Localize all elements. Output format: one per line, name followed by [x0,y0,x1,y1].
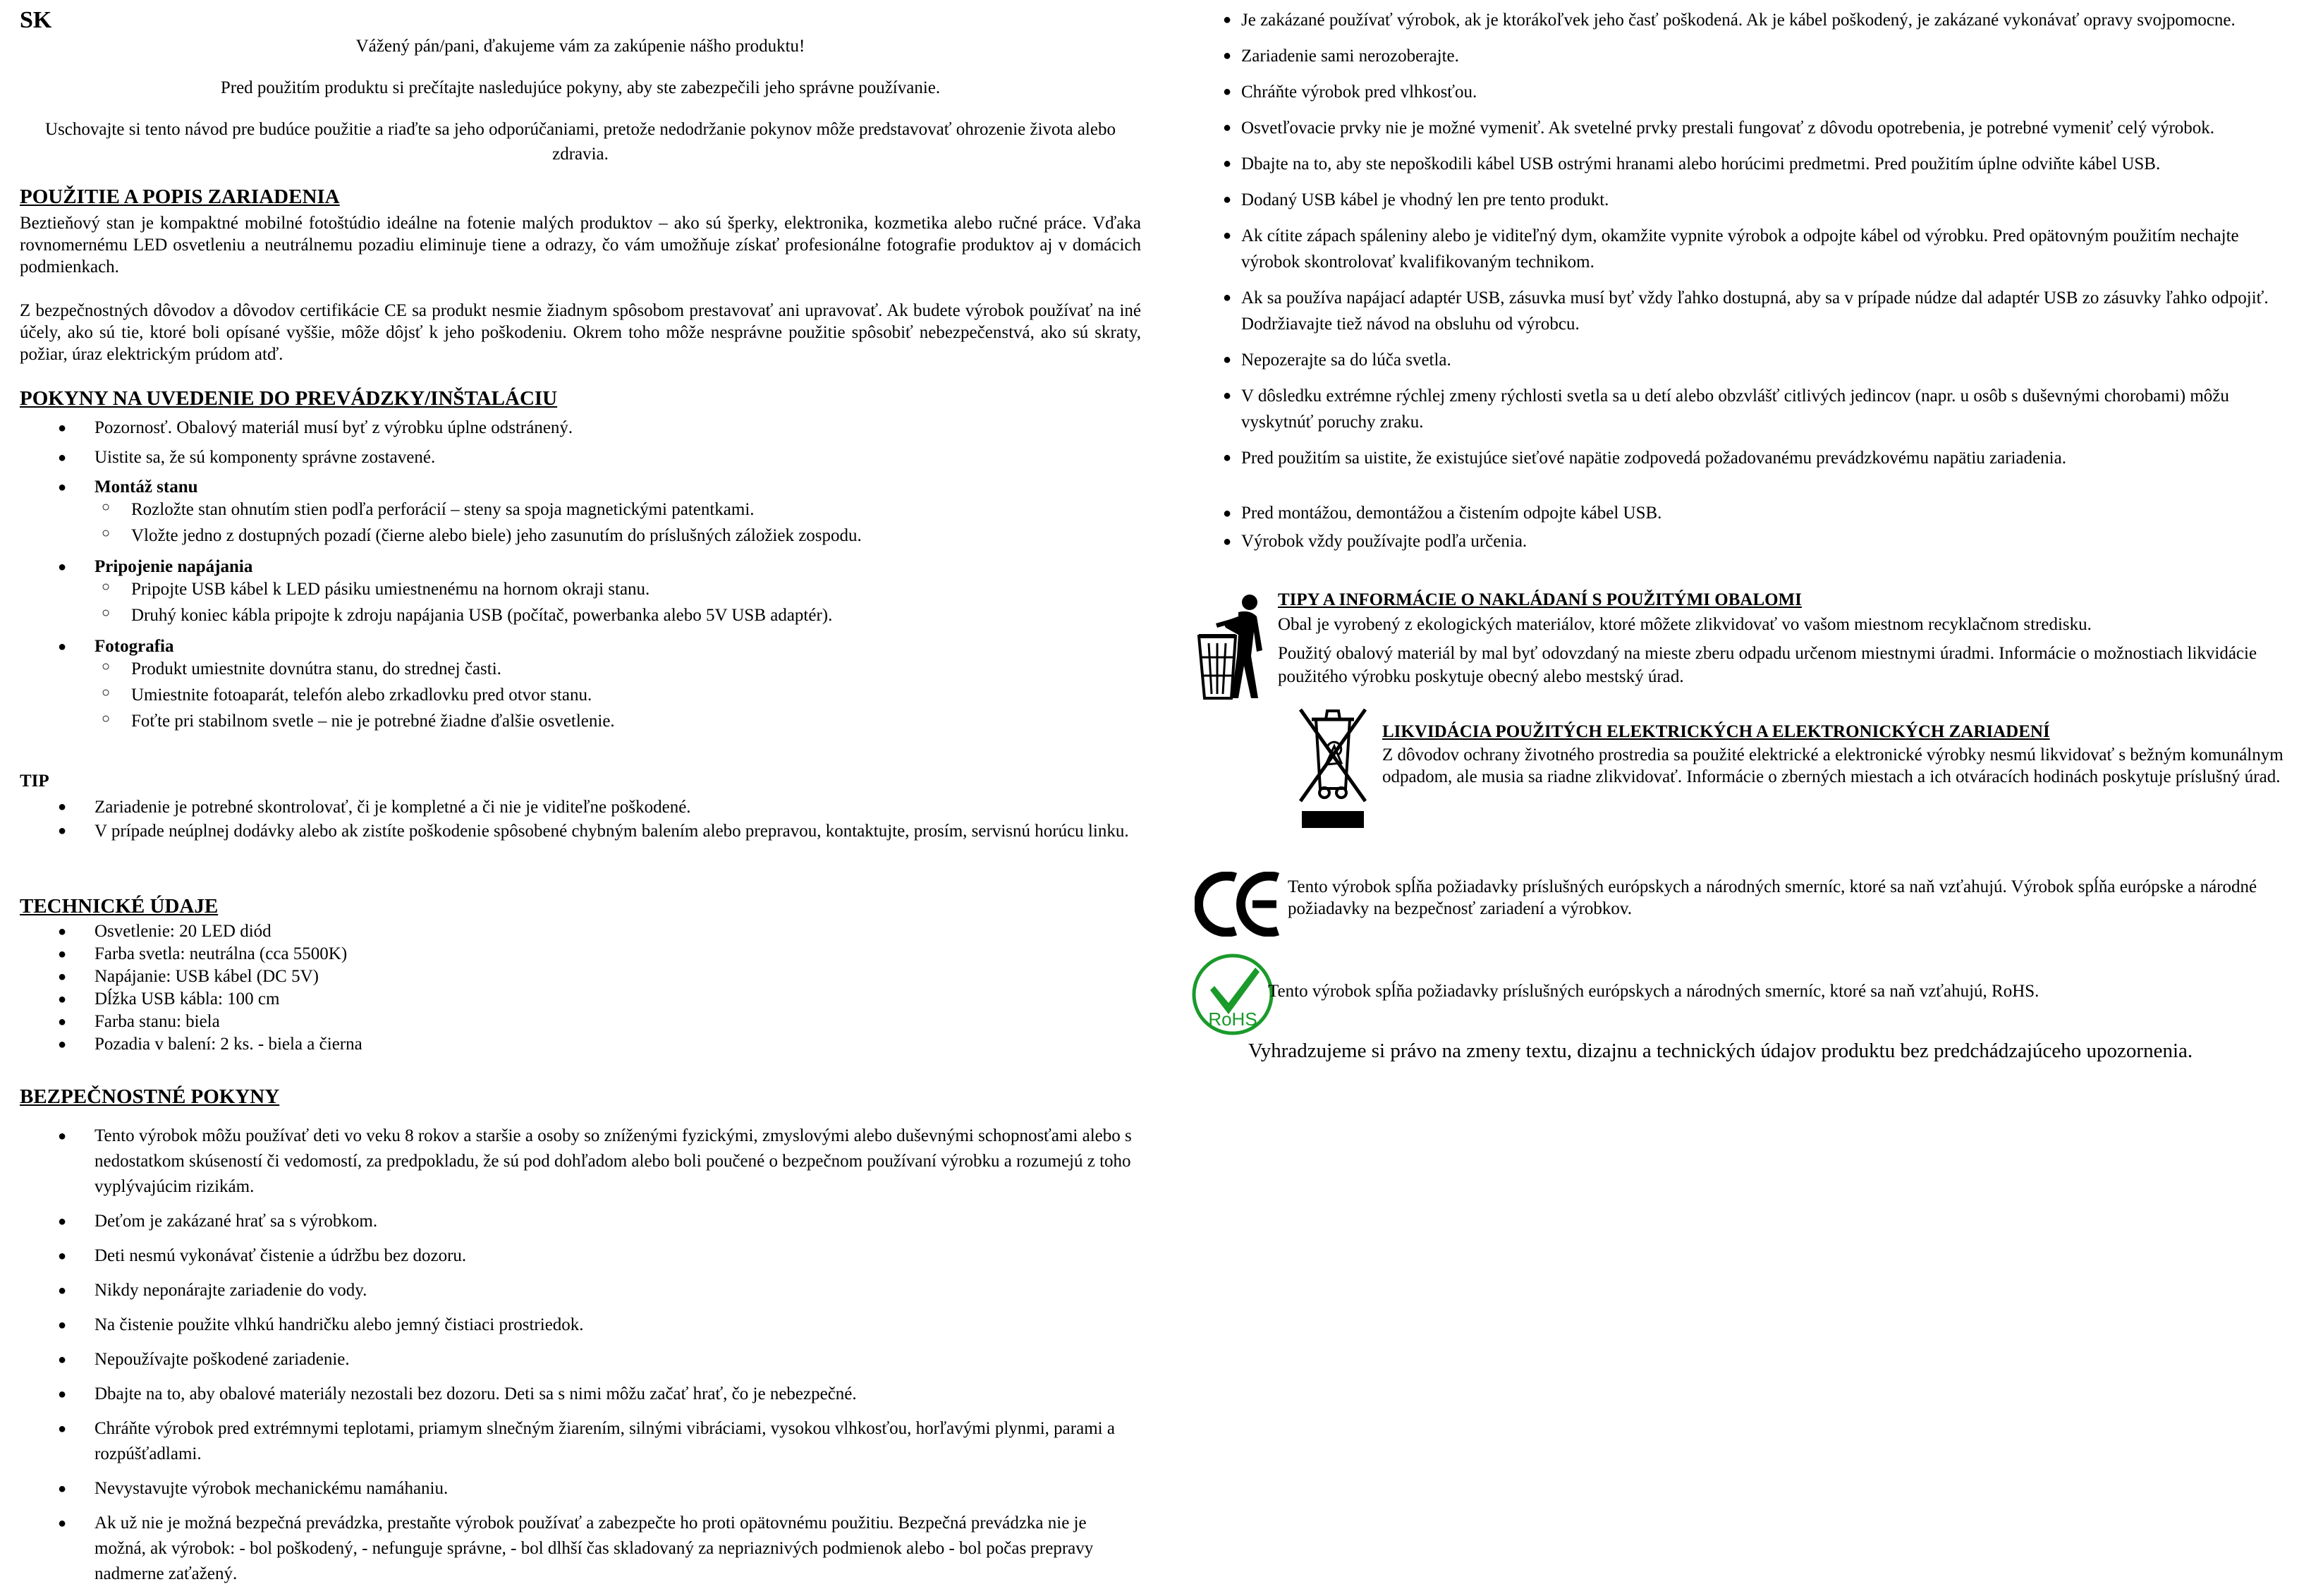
tech-item: ● Farba stanu: biela [20,1011,1141,1033]
install-item: ● Uistite sa, že sú komponenty správne zostavené. [20,446,1141,469]
ce-text: Tento výrobok spĺňa požiadavky príslušných európskych a národných smerníc, ktoré sa naň vzťahujú. Výrobok spĺňa európske a národné požiadavky na bezpečnosť zariadení a výrobkov. [1288,877,2257,918]
rohs-mark-icon [1190,952,1275,1037]
packaging-title: TIPY A INFORMÁCIE O NAKLÁDANÍ S POUŽITÝMI OBALOMI [1278,590,1802,609]
tip-item: ● V prípade neúplnej dodávky alebo ak zistíte poškodenie spôsobené chybným balením alebo prepravou, kontaktujte, prosím, servisnú horúcu linku. [20,820,1141,842]
tip-title: TIP [20,772,49,791]
footer-disclaimer: Vyhradzujeme si právo na zmeny textu, dizajnu a technických údajov produktu bez predchádzajúceho upozornenia. [1248,1040,2193,1062]
intro [20,34,1141,166]
safety-list-continued [1185,7,2299,481]
tech-item: ● Dĺžka USB kábla: 100 cm [20,988,1141,1011]
intro-read-instructions: Pred použitím produktu si prečítajte nasledujúce pokyny, aby ste zabezpečili jeho správne používanie. [220,78,941,97]
weee-crossed-bin-icon [1298,705,1368,831]
tech-item: ● Napájanie: USB kábel (DC 5V) [20,965,1141,988]
safety-item: ● Výrobok vždy používajte podľa určenia. [1185,528,2299,556]
ce-mark [1195,872,1286,937]
tip-item: ● Zariadenie je potrebné skontrolovať, či je kompletné a či nie je viditeľne poškodené. [20,796,1141,818]
safety-list-extra [1185,499,2299,556]
install-title: POKYNY NA UVEDENIE DO PREVÁDZKY/INŠTALÁCIU [20,387,558,410]
install-group-power [20,556,1141,627]
safety-item: ● Ak sa používa napájací adaptér USB, zásuvka musí byť vždy ľahko dostupná, aby sa v prípade núdze dal adaptér USB zo zásuvky ľahko odpojiť. Dodržiavajte tiež návod na obsluhu od výrobcu. [1185,285,2299,337]
rohs-text: Tento výrobok spĺňa požiadavky príslušných európskych a národných smerníc, ktoré sa naň vzťahujú, RoHS. [1268,982,2039,1001]
safety-item: ● Ak cítite zápach spáleniny alebo je viditeľný dym, okamžite vypnite výrobok a odpojte kábel od výrobku. Pred opätovným použitím nechajte výrobok skontrolovať kvalifikovaným technikom. [1185,223,2299,275]
ce-mark-icon [1195,872,1286,937]
safety-item: ● Deťom je zakázané hrať sa s výrobkom. [20,1209,1141,1234]
tip-section [20,769,1141,842]
safety-item: ● Deti nesmú vykonávať čistenie a údržbu bez dozoru. [20,1243,1141,1269]
weee-paragraph: Z dôvodov ochrany životného prostredia sa použité elektrické a elektronické výrobky nesmú likvidovať s bežným komunálnym odpadom, ale musia sa riadne zlikvidovať. Informácie o zberných miestach a ich otváracích hodinách poskytuje príslušný úrad. [1382,745,2283,786]
tech-item: ● Farba svetla: neutrálna (cca 5500K) [20,943,1141,965]
safety-item: ● Nikdy neponárajte zariadenie do vody. [20,1278,1141,1303]
safety-item: ● Dodaný USB kábel je vhodný len pre tento produkt. [1185,187,2299,213]
install-section [20,386,1141,733]
install-subitem: ○ Vložte jedno z dostupných pozadí (čierne alebo biele) jeho zasunutím do príslušných záložiek zospodu. [94,525,1141,547]
tech-list [20,920,1141,1056]
safety-item: ● Pred montážou, demontážou a čistením odpojte kábel USB. [1185,499,2299,528]
install-list [20,417,1141,733]
safety-item: ● Nevystavujte výrobok mechanickému namáhaniu. [20,1476,1141,1501]
rohs-logo-label: RoHS [1208,1009,1257,1030]
intro-greeting: Vážený pán/pani, ďakujeme vám za zakúpenie nášho produktu! [355,37,805,56]
usage-section [20,185,1141,365]
install-subitem: ○ Pripojte USB kábel k LED pásiku umiestnenému na hornom okraji stanu. [94,578,1141,601]
safety-item: ● Zariadenie sami nerozoberajte. [1185,43,2299,69]
safety-item: ● Dbajte na to, aby ste nepoškodili kábel USB ostrými hranami alebo horúcimi predmetmi. Pred použitím úplne odviňte kábel USB. [1185,151,2299,177]
safety-section [20,1085,1141,1596]
install-sublist [94,578,1141,627]
safety-item: ● Tento výrobok môžu používať deti vo veku 8 rokov a staršie a osoby so zníženými fyzickými, zmyslovými alebo duševnými schopnosťami alebo s nedostatkom skúseností či vedomostí, za predpokladu, že sú pod dohľadom alebo boli poučené o bezpečnom používaní výrobku a rozumejú z toho vyplývajúcim rizikám. [20,1123,1141,1200]
install-group-tent [20,476,1141,547]
usage-paragraph-1: Beztieňový stan je kompaktné mobilné fotoštúdio ideálne na fotenie malých produktov – ako sú šperky, elektronika, kozmetika alebo ručné práce. Vďaka rovnomernému LED osvetleniu a neutrálnemu pozadiu eliminuje tiene a odrazy, čo vám umožňuje získať profesionálne fotografie produktov aj v domácich podmienkach. [20,213,1141,276]
safety-item: ● V dôsledku extrémne rýchlej zmeny rýchlosti svetla sa u detí alebo obzvlášť citlivých jedincov (napr. u osôb s duševnými chorobami) môžu vyskytnúť poruchy zraku. [1185,383,2299,435]
safety-item: ● Osvetľovacie prvky nie je možné vymeniť. Ak svetelné prvky prestali fungovať z dôvodu opotrebenia, je potrebné vymeniť celý výrobok. [1185,115,2299,141]
install-group-title: Montáž stanu [94,477,198,497]
intro-keep-manual: Uschovajte si tento návod pre budúce použitie a riaďte sa jeho odporúčaniami, pretože nedodržanie pokynov môže predstavovať ohrozenie života alebo zdravia. [45,120,1116,164]
install-subitem: ○ Rozložte stan ohnutím stien podľa perforácií – steny sa spoja magnetickými patentkami. [94,499,1141,521]
weee-section [1382,721,2299,788]
safety-item: ● Nepozerajte sa do lúča svetla. [1185,347,2299,373]
recycle-bin-icon [1195,592,1279,702]
safety-item: ● Na čistenie použite vlhkú handričku alebo jemný čistiaci prostriedok. [20,1312,1141,1338]
install-subitem: ○ Druhý koniec kábla pripojte k zdroju napájania USB (počítač, powerbanka alebo 5V USB adaptér). [94,604,1141,627]
install-subitem: ○ Produkt umiestnite dovnútra stanu, do strednej časti. [94,658,1141,681]
tip-list [20,796,1141,842]
usage-paragraph-2: Z bezpečnostných dôvodov a dôvodov certifikácie CE sa produkt nesmie žiadnym spôsobom prestavovať ani upravovať. Ak budete výrobok používať na iné účely, ako sú tie, ktoré boli opísané vyššie, môže dôjsť k jeho poškodeniu. Okrem toho môže nesprávne použitie spôsobiť nebezpečenstvá, ako sú skraty, požiar, úraz elektrickým prúdom atď. [20,300,1141,364]
safety-title: BEZPEČNOSTNÉ POKYNY [20,1085,280,1108]
install-sublist [94,658,1141,733]
usage-title: POUŽITIE A POPIS ZARIADENIA [20,185,340,208]
safety-item: ● Ak už nie je možná bezpečná prevádzka, prestaňte výrobok používať a zabezpečte ho proti opätovnému použitiu. Bezpečná prevádzka nie je možná, ak výrobok: - bol poškodený, - nefunguje správne, - bol dlhší čas skladovaný za nepriaznivých podmienok alebo - bol počas prepravy nadmerne zaťažený. [20,1511,1141,1587]
safety-list [20,1123,1141,1587]
tech-title: TECHNICKÉ ÚDAJE [20,895,219,918]
install-subitem: ○ Umiestnite fotoaparát, telefón alebo zrkadlovku pred otvor stanu. [94,684,1141,707]
safety-item: ● Dbajte na to, aby obalové materiály nezostali bez dozoru. Deti sa s nimi môžu začať hrať, čo je nebezpečné. [20,1382,1141,1407]
tech-item: ● Pozadia v balení: 2 ks. - biela a čierna [20,1033,1141,1056]
install-group-photo [20,635,1141,733]
install-item: ● Pozornosť. Obalový materiál musí byť z výrobku úplne odstránený. [20,417,1141,439]
tech-section [20,894,1141,1056]
packaging-paragraph-2: Použitý obalový materiál by mal byť odovzdaný na mieste zberu odpadu určenom miestnymi úradmi. Informácie o možnostiach likvidácie použitého výrobku poskytuje obecný alebo mestský úrad. [1278,644,2257,686]
tech-item: ● Osvetlenie: 20 LED diód [20,920,1141,943]
language-code: SK [20,7,52,33]
safety-item: ● Nepoužívajte poškodené zariadenie. [20,1347,1141,1372]
packaging-section [1278,588,2293,688]
safety-item: ● Pred použitím sa uistite, že existujúce sieťové napätie zodpovedá požadovanému prevádzkovému napätiu zariadenia. [1185,445,2299,471]
safety-item: ● Chráňte výrobok pred vlhkosťou. [1185,79,2299,105]
safety-item: ● Chráňte výrobok pred extrémnymi teplotami, priamym slnečným žiarením, silnými vibráciami, vysokou vlhkosťou, horľavými plynmi, parami a rozpúšťadlami. [20,1416,1141,1467]
install-sublist [94,499,1141,547]
install-subitem: ○ Foťte pri stabilnom svetle – nie je potrebné žiadne ďalšie osvetlenie. [94,710,1141,733]
weee-title: LIKVIDÁCIA POUŽITÝCH ELEKTRICKÝCH A ELEKTRONICKÝCH ZARIADENÍ [1382,722,2050,741]
install-group-title: Fotografia [94,636,174,656]
safety-item: ● Je zakázané používať výrobok, ak je ktorákoľvek jeho časť poškodená. Ak je kábel poškodený, je zakázané vykonávať opravy svojpomocne. [1185,7,2299,33]
install-group-title: Pripojenie napájania [94,556,253,576]
packaging-paragraph-1: Obal je vyrobený z ekologických materiálov, ktoré môžete zlikvidovať vo vašom miestnom recyklačnom stredisku. [1278,615,2092,634]
